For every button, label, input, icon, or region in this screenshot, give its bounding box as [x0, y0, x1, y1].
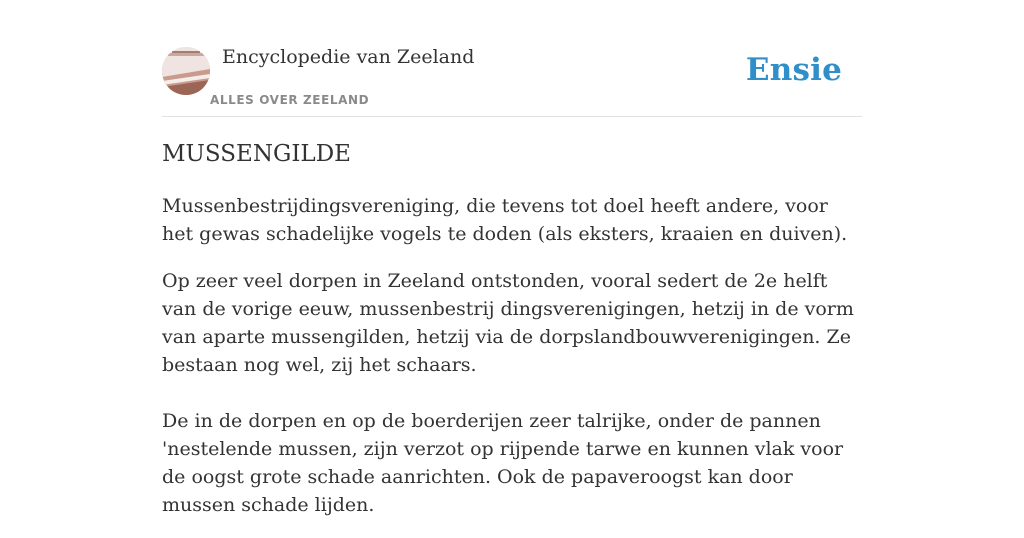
site-avatar[interactable] — [162, 47, 210, 95]
site-header — [162, 38, 862, 117]
site-title[interactable]: Encyclopedie van Zeeland — [222, 46, 475, 68]
article-title: MUSSENGILDE — [162, 141, 351, 167]
paragraph-spacer — [162, 398, 862, 407]
article-paragraph: De in de dorpen en op de boerderijen zeer talrijke, onder de pannen 'nestelende mussen, zijn verzot op rijpende tarwe en kunnen vlak voor de oogst grote schade aanrichten. Ook de papaveroogst kan door mussen schade lijden. — [162, 410, 844, 516]
article-body — [162, 192, 862, 538]
article-paragraph: Op zeer veel dorpen in Zeeland ontstonden, vooral sedert de 2e helft van de vorige eeuw, mussenbestrij dingsverenigingen, hetzij in de vorm van aparte mussengilden, hetzij via de dorpslandbouwverenigingen. Ze bestaan nog wel, zij het schaars. — [162, 270, 854, 376]
site-subtitle: ALLES OVER ZEELAND — [210, 93, 370, 107]
book-image-icon — [162, 47, 210, 95]
article-paragraph: Mussenbestrijdingsvereniging, die tevens tot doel heeft andere, voor het gewas schadelijke vogels te doden (als eksters, kraaien en duiven). — [162, 195, 848, 245]
brand-logo[interactable]: Ensie — [745, 52, 842, 88]
